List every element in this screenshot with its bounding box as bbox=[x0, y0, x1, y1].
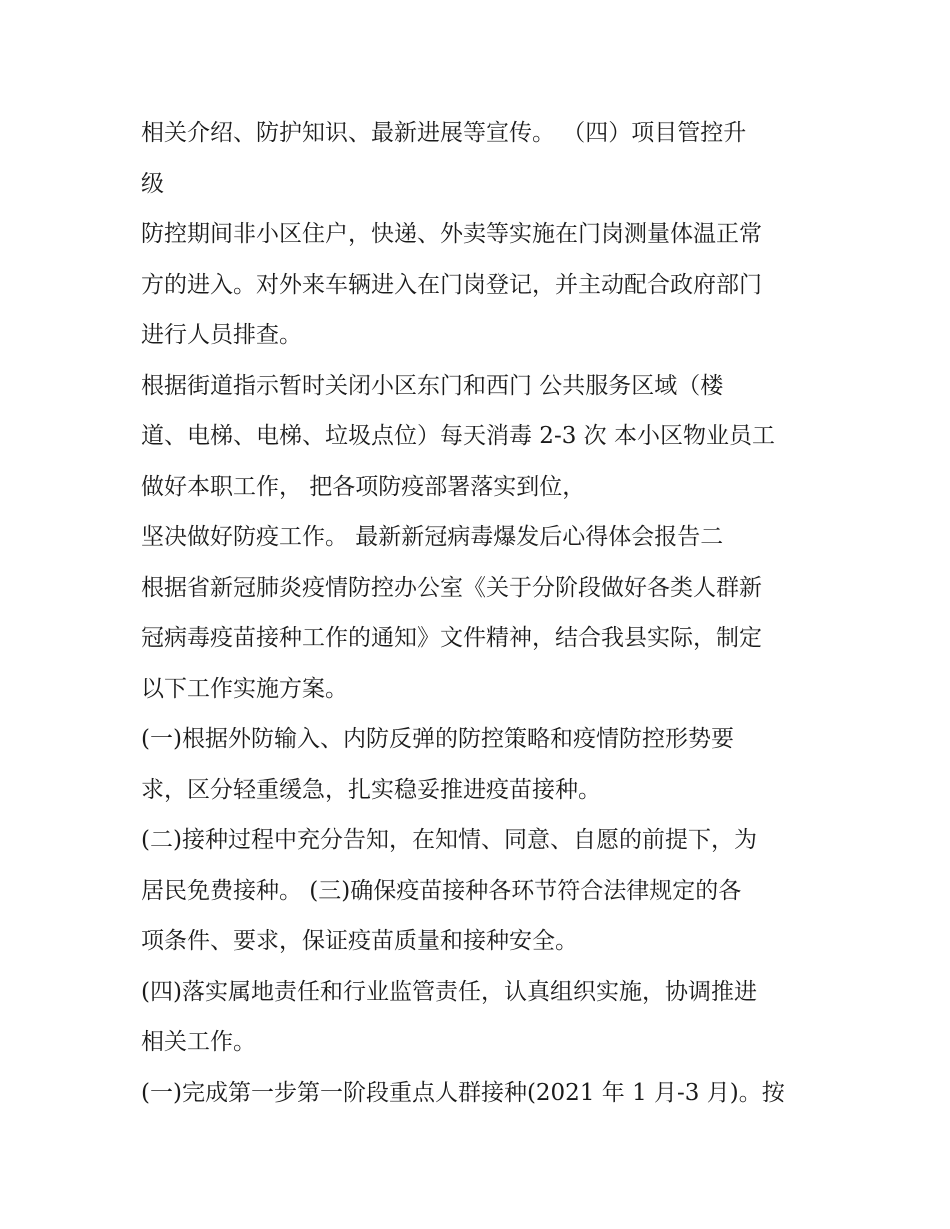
text-line: (一)根据外防输入、内防反弹的防控策略和疫情防控形势要 bbox=[141, 726, 734, 752]
text-line: 方的进入。对外来车辆进入在门岗登记，并主动配合政府部门 bbox=[141, 271, 762, 298]
text-line: 根据省新冠肺炎疫情防控办公室《关于分阶段做好各类人群新 bbox=[141, 574, 762, 601]
text-line: 坚决做好防疫工作。 最新新冠病毒爆发后心得体会报告二 bbox=[141, 524, 724, 550]
text-line: 道、电梯、电梯、垃圾点位）每天消毒 2-3 次 本小区物业员工 bbox=[141, 423, 775, 449]
text-line: 求，区分轻重缓急，扎实稳妥推进疫苗接种。 bbox=[141, 776, 601, 803]
text-line: 相关工作。 bbox=[141, 1029, 256, 1055]
text-line: 以下工作实施方案。 bbox=[141, 675, 348, 702]
text-line: (二)接种过程中充分告知，在知情、同意、自愿的前提下，为 bbox=[141, 827, 757, 853]
text-line: 项条件、要求，保证疫苗质量和接种安全。 bbox=[141, 928, 578, 954]
text-line: 级 bbox=[141, 170, 164, 197]
text-line: (四)落实属地责任和行业监管责任，认真组织实施，协调推进 bbox=[141, 978, 757, 1005]
text-line: (一)完成第一步第一阶段重点人群接种(2021 年 1 月-3 月)。按 bbox=[141, 1079, 785, 1106]
text-line: 根据街道指示暂时关闭小区东门和西门 公共服务区域（楼 bbox=[141, 372, 724, 399]
text-line: 居民免费接种。 (三)确保疫苗接种各环节符合法律规定的各 bbox=[141, 877, 742, 904]
text-line: 做好本职工作， 把各项防疫部署落实到位， bbox=[141, 473, 586, 500]
document-body bbox=[141, 108, 821, 1118]
text-line: 相关介绍、防护知识、最新进展等宣传。 （四）项目管控升 bbox=[141, 120, 747, 146]
text-line: 防控期间非小区住户，快递、外卖等实施在门岗测量体温正常 bbox=[141, 221, 762, 247]
text-line: 冠病毒疫苗接种工作的通知》文件精神，结合我县实际，制定 bbox=[141, 625, 762, 651]
text-line: 进行人员排查。 bbox=[141, 322, 302, 348]
